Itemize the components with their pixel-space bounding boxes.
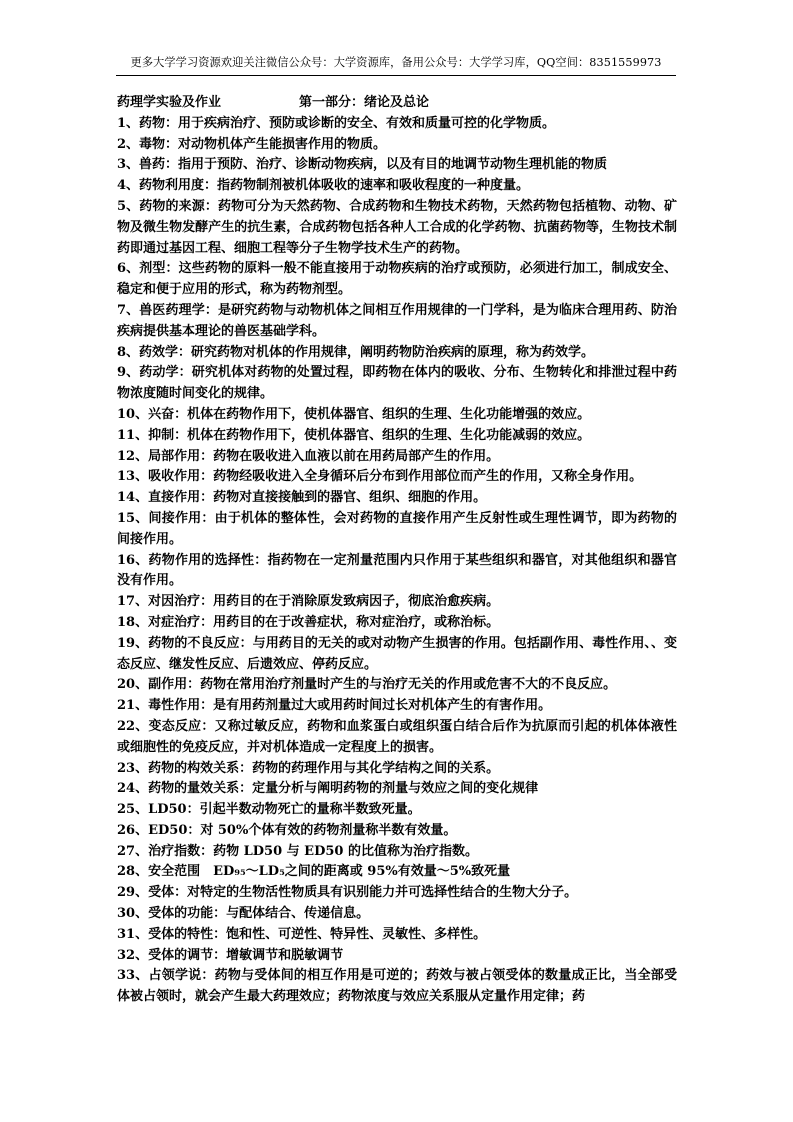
definition-item: 9、药动学：研究机体对药物的处置过程，即药物在体内的吸收、分布、生物转化和排泄过程中药物浓度随时间变化的规律。 — [117, 365, 677, 402]
document-title — [117, 93, 677, 114]
course-title: 药理学实验及作业 — [117, 95, 222, 110]
definition-item: 15、间接作用：由于机体的整体性，会对药物的直接作用产生反射性或生理性调节，即为药物的间接作用。 — [117, 510, 677, 547]
definition-item: 33、占领学说：药物与受体间的相互作用是可逆的；药效与被占领受体的数量成正比，当全部受体被占领时，就会产生最大药理效应；药物浓度与效应关系服从定量作用定律；药 — [117, 968, 677, 1005]
definition-item: 6、剂型：这些药物的原料一般不能直接用于动物疾病的治疗或预防，必须进行加工，制成安全、稳定和便于应用的形式，称为药物剂型。 — [117, 261, 677, 298]
definition-item: 28、安全范围 ED₉₅～LD₅之间的距离或 95%有效量～5%致死量 — [117, 864, 511, 880]
definition-item: 20、副作用：药物在常用治疗剂量时产生的与治疗无关的作用或危害不大的不良反应。 — [117, 677, 617, 693]
definition-item: 17、对因治疗：用药目的在于消除原发致病因子，彻底治愈疾病。 — [117, 594, 500, 610]
definition-item: 29、受体：对特定的生物活性物质具有识别能力并可选择性结合的生物大分子。 — [117, 885, 578, 901]
definition-item: 5、药物的来源：药物可分为天然药物、合成药物和生物技术药物，天然药物包括植物、动物、矿物及微生物发酵产生的抗生素，合成药物包括各种人工合成的化学药物、抗菌药物等，生物技术制药即通过基因工程、细胞工程等分子生物学技术生产的药物。 — [117, 198, 677, 256]
definition-item: 12、局部作用：药物在吸收进入血液以前在用药局部产生的作用。 — [117, 448, 500, 464]
definition-item: 27、治疗指数：药物 LD50 与 ED50 的比值称为治疗指数。 — [117, 843, 478, 859]
definition-item: 2、毒物：对动物机体产生能损害作用的物质。 — [117, 136, 387, 152]
definition-item: 11、抑制：机体在药物作用下，使机体器官、组织的生理、生化功能减弱的效应。 — [117, 427, 591, 443]
definition-item: 3、兽药：指用于预防、治疗、诊断动物疾病，以及有目的地调节动物生理机能的物质 — [117, 157, 608, 173]
definition-item: 1、药物：用于疾病治疗、预防或诊断的安全、有效和质量可控的化学物质。 — [117, 115, 556, 131]
definition-item: 23、药物的构效关系：药物的药理作用与其化学结构之间的关系。 — [117, 760, 500, 776]
definition-item: 16、药物作用的选择性：指药物在一定剂量范围内只作用于某些组织和器官，对其他组织和器官没有作用。 — [117, 552, 677, 589]
definition-item: 22、变态反应：又称过敏反应，药物和血浆蛋白或组织蛋白结合后作为抗原而引起的机体体液性或细胞性的免疫反应，并对机体造成一定程度上的损害。 — [117, 718, 677, 755]
header-divider — [116, 75, 676, 76]
definition-item: 10、兴奋：机体在药物作用下，使机体器官、组织的生理、生化功能增强的效应。 — [117, 406, 591, 422]
section-title: 第一部分：绪论及总论 — [299, 95, 430, 110]
definition-item: 4、药物利用度：指药物制剂被机体吸收的速率和吸收程度的一种度量。 — [117, 178, 530, 194]
definition-item: 14、直接作用：药物对直接接触到的器官、组织、细胞的作用。 — [117, 490, 487, 506]
definition-item: 19、药物的不良反应：与用药目的无关的或对动物产生损害的作用。包括副作用、毒性作用、、变态反应、继发性反应、后遗效应、停药反应。 — [117, 635, 677, 672]
definition-item: 30、受体的功能：与配体结合、传递信息。 — [117, 906, 370, 922]
page-header: 更多大学学习资源欢迎关注微信公众号：大学资源库，备用公众号：大学学习库，QQ空间：8351559973 — [130, 56, 662, 69]
definition-item: 32、受体的调节：增敏调节和脱敏调节 — [117, 947, 344, 963]
definition-item: 24、药物的量效关系：定量分析与阐明药物的剂量与效应之间的变化规律 — [117, 781, 539, 797]
definition-item: 21、毒性作用：是有用药剂量过大或用药时间过长对机体产生的有害作用。 — [117, 698, 552, 714]
definition-item: 26、ED50：对 50%个体有效的药物剂量称半数有效量。 — [117, 822, 457, 838]
definition-item: 8、药效学：研究药物对机体的作用规律，阐明药物防治疾病的原理，称为药效学。 — [117, 344, 595, 360]
definition-item: 7、兽医药理学：是研究药物与动物机体之间相互作用规律的一门学科，是为临床合理用药、防治疾病提供基本理论的兽医基础学科。 — [117, 302, 677, 339]
document-body — [117, 93, 677, 1008]
definition-item: 13、吸收作用：药物经吸收进入全身循环后分布到作用部位而产生的作用，又称全身作用。 — [117, 469, 643, 485]
definition-item: 31、受体的特性：饱和性、可逆性、特异性、灵敏性、多样性。 — [117, 926, 487, 942]
definition-item: 25、LD50：引起半数动物死亡的量称半数致死量。 — [117, 802, 421, 818]
definition-item: 18、对症治疗：用药目的在于改善症状，称对症治疗，或称治标。 — [117, 614, 500, 630]
